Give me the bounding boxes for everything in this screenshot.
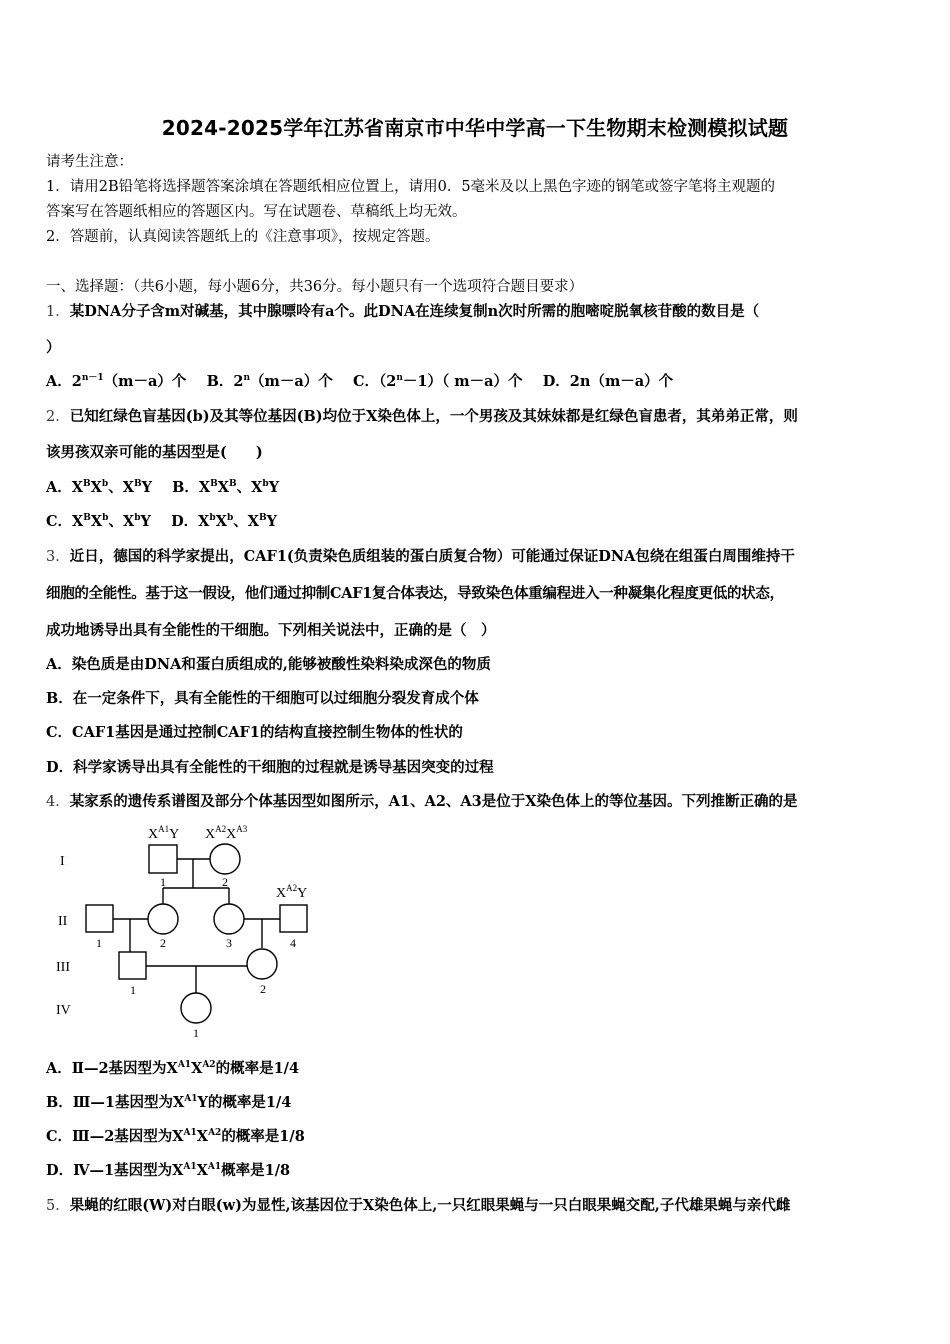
- individual-label: 2: [260, 982, 266, 996]
- question-4-stem: 4．某家系的遗传系谱图及部分个体基因型如图所示，A1、A2、A3是位于X染色体上的等位基因。下列推断正确的是: [46, 793, 798, 810]
- section-1-heading: 一、选择题：（共6小题，每小题6分，共36分。每小题只有一个选项符合题目要求）: [46, 279, 584, 295]
- question-number: 5．: [46, 1198, 70, 1214]
- option-d: D．$X^bX^b$、$X^BY$: [171, 513, 278, 530]
- question-1-options: [46, 373, 673, 391]
- question-number: 1．: [46, 304, 70, 320]
- pedigree-female-III-2: [247, 949, 277, 979]
- question-number: 3．: [46, 549, 70, 565]
- question-4-option-b: B．Ⅲ—1基因型为$X^{A1}Y$的概率是1/4: [46, 1094, 292, 1111]
- generation-label-I: I: [60, 854, 65, 869]
- individual-label: 2: [160, 936, 166, 950]
- notice-heading: 请考生注意：: [46, 154, 133, 170]
- question-3-stem-line-2: 细胞的全能性。基于这一假设，他们通过抑制CAF1复合体表达，导致染色体重编程进入一种凝集化程度更低的状态，: [46, 585, 784, 602]
- pedigree-female-II-3: [214, 904, 244, 934]
- generation-label-III: III: [56, 960, 70, 975]
- question-3-stem-line-3: 成功地诱导出具有全能性的干细胞。下列相关说法中，正确的是（ ）: [46, 622, 496, 639]
- notice-item-1-line-1: 1．请用2B铅笔将选择题答案涂填在答题纸相应位置上，请用0．5毫米及以上黑色字迹的钢笔或签字笔将主观题的: [46, 179, 776, 195]
- option-a: A．$X^BX^b$、$X^BY$: [46, 479, 152, 496]
- individual-label: 1: [130, 983, 136, 997]
- individual-label: 2: [222, 875, 228, 889]
- pedigree-female-I-2: [210, 844, 240, 874]
- pedigree-male-II-4: [280, 905, 307, 932]
- notice-item-1-line-2: 答案写在答题纸相应的答题区内。写在试题卷、草稿纸上均无效。: [46, 204, 467, 220]
- question-3-stem: 3．近日，德国的科学家提出，CAF1(负责染色质组装的蛋白质复合物）可能通过保证DNA包绕在组蛋白周围维持干: [46, 548, 795, 565]
- genotype-II-4: $X^{A2}Y$: [276, 883, 308, 901]
- question-2-options-ab: [46, 479, 279, 497]
- question-3-option-d: D．科学家诱导出具有全能性的干细胞的过程就是诱导基因突变的过程: [46, 759, 494, 776]
- individual-label: 1: [96, 936, 102, 950]
- option-c: C．$X^BX^b$、$X^bY$: [46, 513, 151, 530]
- question-2-stem: 2．已知红绿色盲基因(b)及其等位基因(B)均位于X染色体上，一个男孩及其妹妹都是红绿色盲患者，其弟弟正常，则: [46, 408, 798, 425]
- pedigree-male-III-1: [119, 952, 146, 979]
- generation-label-II: II: [58, 914, 68, 929]
- individual-label: 3: [226, 936, 232, 950]
- notice-item-2: 2．答题前，认真阅读答题纸上的《注意事项》，按规定答题。: [46, 229, 440, 245]
- generation-label-IV: IV: [56, 1003, 71, 1018]
- option-b: B．$X^BX^B$、$X^bY$: [172, 479, 280, 496]
- page-title: 2024-2025学年江苏省南京市中华中学高一下生物期末检测模拟试题: [161, 116, 789, 140]
- question-5-stem: 5．果蝇的红眼(W)对白眼(w)为显性,该基因位于X染色体上,一只红眼果蝇与一只白眼果蝇交配,子代雄果蝇与亲代雌: [46, 1197, 791, 1214]
- pedigree-female-IV-1: [181, 993, 211, 1023]
- pedigree-chart: [48, 816, 348, 1046]
- individual-label: 1: [160, 875, 166, 889]
- question-2-options-cd: [46, 513, 277, 531]
- question-1-stem-continued: ）: [46, 339, 61, 356]
- option-b: B．$2^n(m-a)$个: [206, 373, 333, 390]
- option-c: C．$(2^n-1)$（ m－a）个: [352, 373, 523, 390]
- question-3-option-a: A．染色质是由DNA和蛋白质组成的,能够被酸性染料染成深色的物质: [46, 656, 491, 673]
- option-d: D．2n（m－a）个: [542, 373, 674, 390]
- genotype-I-1: $X^{A1}Y$: [148, 824, 180, 842]
- pedigree-female-II-2: [148, 904, 178, 934]
- question-4-option-d: D．Ⅳ—1基因型为$X^{A1}X^{A1}$概率是1/8: [46, 1162, 291, 1179]
- option-a: A．$2^{n-1}(m-a)$个: [46, 373, 187, 390]
- question-2-stem-continued: 该男孩双亲可能的基因型是( ): [46, 444, 263, 461]
- question-number: 4．: [46, 794, 70, 810]
- individual-label: 4: [290, 936, 296, 950]
- pedigree-male-I-1: [149, 845, 177, 873]
- question-4-option-a: A．Ⅱ—2基因型为$X^{A1}X^{A2}$的概率是1/4: [46, 1060, 300, 1077]
- individual-label: 1: [193, 1026, 199, 1040]
- question-1-stem: 1．某DNA分子含m对碱基，其中腺嘌呤有a个。此DNA在连续复制n次时所需的胞嘧啶脱氧核苷酸的数目是（: [46, 303, 760, 320]
- question-4-option-c: C．Ⅲ—2基因型为$X^{A1}X^{A2}$的概率是1/8: [46, 1128, 305, 1145]
- genotype-I-2: $X^{A2}X^{A3}$: [205, 824, 248, 842]
- question-3-option-b: B．在一定条件下，具有全能性的干细胞可以过细胞分裂发育成个体: [46, 690, 479, 707]
- pedigree-male-II-1: [86, 905, 113, 932]
- question-number: 2．: [46, 409, 70, 425]
- question-3-option-c: C．CAF1基因是通过控制CAF1的结构直接控制生物体的性状的: [46, 724, 463, 741]
